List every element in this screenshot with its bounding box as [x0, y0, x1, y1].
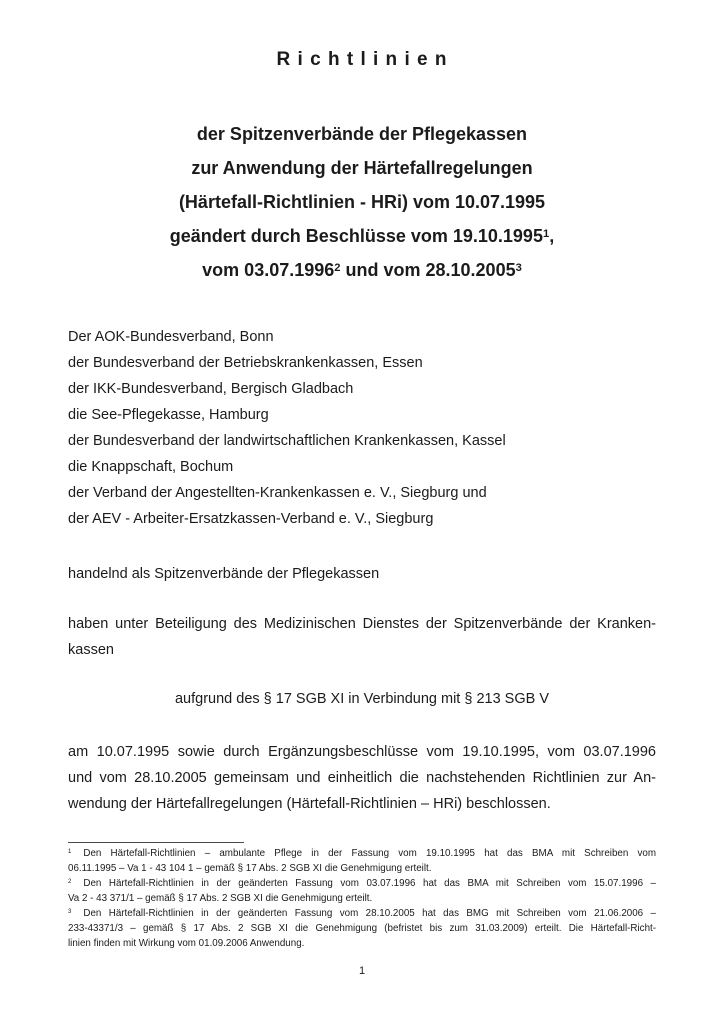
- party-line: die See-Pflegekasse, Hamburg: [68, 407, 269, 423]
- footnote-line: Va 2 - 43 371/1 – gemäß § 17 Abs. 2 SGB XI die Genehmigung erteilt.: [68, 893, 373, 904]
- footnote-line: 233-43371/3 – gemäß § 17 Abs. 2 SGB XI die Genehmigung (befristet bis zum 31.03.2009) erteilt. Die Härtefall-Richt-: [68, 923, 656, 934]
- party-line: der Verband der Angestellten-Krankenkassen e. V., Siegburg und: [68, 485, 487, 501]
- subtitle-line-2: [68, 151, 656, 185]
- party-line: der Bundesverband der Betriebskrankenkassen, Essen: [68, 355, 423, 371]
- party-line: die Knappschaft, Bochum: [68, 459, 234, 475]
- subtitle-text: (Härtefall-Richtlinien - HRi) vom 10.07.1995: [178, 192, 546, 212]
- document-subtitle: [68, 117, 656, 287]
- party-line: der IKK-Bundesverband, Bergisch Gladbach: [68, 381, 354, 397]
- footnote-text: Den Härtefall-Richtlinien – ambulante Pflege in der Fassung vom 19.10.1995 hat das BMA mit Schreiben vom: [83, 848, 656, 859]
- footnote-ref-2: 2: [334, 261, 341, 274]
- paragraph-line: kassen: [68, 642, 114, 658]
- paragraph-line: und vom 28.10.2005 gemeinsam und einheitlich die nachstehenden Richtlinien zur An-: [68, 770, 656, 786]
- subtitle-line-1: [68, 117, 656, 151]
- acting-line: handelnd als Spitzenverbände der Pflegekassen: [68, 566, 380, 582]
- footnote-line: $^1$ Den Härtefall-Richtlinien – ambulante Pflege in der Fassung vom 19.10.1995 hat das BMA mit Schreiben vom: [68, 848, 656, 859]
- subtitle-text: und vom 28.10.2005: [340, 260, 516, 280]
- subtitle-text: geändert durch Beschlüsse vom 19.10.1995: [169, 226, 543, 246]
- issuing-bodies-list: [68, 324, 656, 532]
- footnote-separator: [68, 842, 244, 843]
- footnotes-section: [68, 846, 656, 951]
- legal-basis-line: aufgrund des § 17 SGB XI in Verbindung mit § 213 SGB V: [174, 691, 549, 707]
- footnote-line: 06.11.1995 – Va 1 - 43 104 1 – gemäß § 17 Abs. 2 SGB XI die Genehmigung erteilt.: [68, 863, 432, 874]
- subtitle-text: ,: [549, 226, 555, 246]
- footnote-2: [68, 876, 656, 906]
- party-line: Der AOK-Bundesverband, Bonn: [68, 329, 274, 345]
- subtitle-line-5: [68, 253, 656, 287]
- footnote-text: Den Härtefall-Richtlinien in der geänderten Fassung vom 03.07.1996 hat das BMA mit Schreiben vom 15.07.1996 –: [83, 878, 656, 889]
- paragraph-line: am 10.07.1995 sowie durch Ergänzungsbeschlüsse vom 19.10.1995, vom 03.07.1996: [68, 744, 656, 760]
- footnote-text: Den Härtefall-Richtlinien in der geänderten Fassung vom 28.10.2005 hat das BMG mit Schreiben vom 21.06.2006 –: [83, 908, 656, 919]
- subtitle-text: vom 03.07.1996: [202, 260, 335, 280]
- subtitle-line-3: [68, 185, 656, 219]
- party-line: der AEV - Arbeiter-Ersatzkassen-Verband e. V., Siegburg: [68, 511, 434, 527]
- paragraph-line: haben unter Beteiligung des Medizinischen Dienstes der Spitzenverbände der Kranken-: [68, 616, 656, 632]
- footnote-3: [68, 906, 656, 951]
- page-number: 1: [358, 965, 366, 977]
- paragraph-line: wendung der Härtefallregelungen (Härtefall-Richtlinien – HRi) beschlossen.: [68, 796, 551, 812]
- footnote-ref-3: 3: [515, 261, 522, 274]
- participation-paragraph: [68, 611, 656, 663]
- footnote-line: linien finden mit Wirkung vom 01.09.2006 Anwendung.: [68, 938, 305, 949]
- page-title: R i c h t l i n i e n: [276, 49, 448, 70]
- subtitle-line-4: [68, 219, 656, 253]
- subtitle-text: der Spitzenverbände der Pflegekassen: [196, 124, 528, 144]
- footnote-ref-1: 1: [542, 227, 550, 240]
- party-line: der Bundesverband der landwirtschaftlichen Krankenkassen, Kassel: [68, 433, 506, 449]
- footnote-line: $^3$ Den Härtefall-Richtlinien in der geänderten Fassung vom 28.10.2005 hat das BMG mit Schreiben vom 21.06.2006 –: [68, 908, 656, 919]
- footnote-1: [68, 846, 656, 876]
- footnote-line: $^2$ Den Härtefall-Richtlinien in der geänderten Fassung vom 03.07.1996 hat das BMA mit Schreiben vom 15.07.1996 –: [68, 878, 656, 889]
- subtitle-text: zur Anwendung der Härtefallregelungen: [191, 158, 533, 178]
- resolution-paragraph: [68, 739, 656, 817]
